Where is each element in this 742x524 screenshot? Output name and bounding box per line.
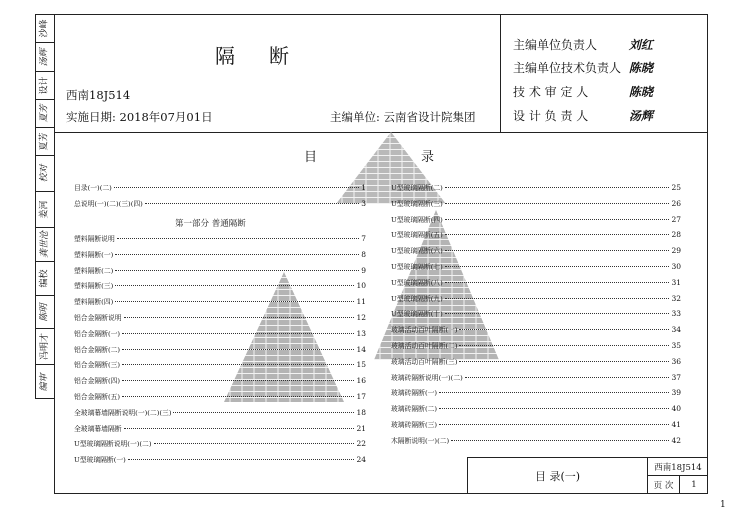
signature-strip-text: 陈明 — [39, 302, 50, 322]
toc-entry-page: 31 — [671, 277, 681, 287]
toc-entry-page: 18 — [356, 407, 366, 417]
toc-leader-dots — [459, 361, 669, 362]
toc-entry[interactable] — [74, 265, 366, 275]
toc-entry-label: 铝合金隔断(三) — [74, 361, 121, 370]
toc-entry-label: U型玻璃隔断(九) — [391, 294, 443, 303]
toc-entry[interactable] — [74, 296, 366, 306]
signature-strip-text: 冯明才 — [40, 332, 51, 361]
signature-strip-cell — [36, 128, 55, 156]
page-title: 隔断 — [215, 44, 323, 68]
toc-leader-dots — [439, 392, 669, 393]
signature-strip-cell — [36, 192, 55, 228]
toc-entry[interactable] — [391, 308, 681, 318]
toc-leader-dots — [445, 313, 670, 314]
section-title: 第一部分 普通隔断 — [175, 219, 246, 229]
toc-entry[interactable] — [74, 233, 366, 243]
standard-code: 西南18J514 — [66, 88, 131, 102]
toc-heading-left: 目 — [304, 150, 318, 165]
toc-entry-page: 10 — [356, 281, 366, 291]
signature-strip-text: 设计 — [39, 76, 50, 95]
toc-entry[interactable] — [391, 372, 681, 382]
toc-entry-page: 22 — [356, 439, 366, 449]
toc-entry-page: 39 — [671, 388, 681, 398]
toc-entry-page: 28 — [671, 230, 681, 240]
toc-leader-dots — [145, 203, 359, 204]
toc-entry-label: U型玻璃隔断(三) — [391, 199, 443, 208]
signature-strip-cell — [36, 43, 55, 72]
toc-entry-label: 铝合金隔断(五) — [74, 393, 121, 401]
toc-entry-page: 34 — [671, 325, 681, 335]
toc-entry[interactable] — [74, 280, 366, 290]
toc-leader-dots — [122, 380, 354, 381]
toc-entry[interactable] — [74, 391, 366, 401]
toc-entry-page: 27 — [671, 214, 681, 224]
toc-entry-label: 总说明(一)(二)(三)(四) — [74, 200, 143, 208]
toc-leader-dots — [445, 250, 670, 251]
toc-entry-page: 36 — [671, 356, 681, 366]
toc-entry-label: 铝合金隔断(二) — [74, 345, 121, 354]
toc-entry-page: 17 — [356, 392, 366, 401]
toc-entry[interactable] — [391, 277, 681, 287]
watermark-pyramid-top — [336, 132, 446, 204]
toc-entry-label: 塑料隔断(一) — [74, 250, 114, 259]
toc-entry[interactable] — [74, 328, 366, 338]
toc-entry-label: 目录(一)(二) — [74, 184, 112, 192]
toc-entry[interactable] — [74, 454, 366, 464]
toc-entry-label: 玻璃活动百叶隔断(一) — [391, 326, 458, 335]
toc-entry-label: U型玻璃隔断(二) — [391, 184, 443, 192]
toc-leader-dots — [114, 187, 359, 188]
toc-entry-page: 21 — [356, 423, 366, 433]
toc-leader-dots — [173, 412, 354, 413]
signature-strip-cell — [36, 262, 55, 296]
toc-entry[interactable] — [74, 359, 366, 369]
toc-entry-page: 14 — [356, 344, 366, 354]
toc-entry-page: 12 — [356, 313, 366, 322]
toc-entry-label: 铝合金隔断(四) — [74, 377, 121, 386]
toc-entry[interactable] — [74, 344, 366, 354]
role-row — [513, 83, 653, 100]
toc-entry[interactable] — [391, 214, 681, 224]
signature-strip-text: 编审 — [39, 373, 50, 392]
signature-strip-text: 编校 — [39, 269, 50, 288]
toc-heading-right: 录 — [421, 150, 435, 165]
toc-entry-page: 35 — [671, 341, 681, 350]
toc-entry-label: U型玻璃隔断(五) — [391, 231, 443, 240]
toc-entry-label: 全玻璃幕墙隔断 — [74, 424, 122, 433]
toc-leader-dots — [459, 345, 669, 346]
toc-entry[interactable] — [391, 182, 681, 192]
toc-entry-page: 41 — [671, 420, 681, 429]
footer-code: 西南18J514 — [654, 462, 702, 473]
toc-leader-dots — [117, 238, 359, 239]
toc-entry-label: 玻璃活动百叶隔断(二) — [391, 342, 458, 350]
toc-entry[interactable] — [391, 403, 681, 413]
toc-entry-label: 玻璃活动百叶隔断(三) — [391, 357, 458, 366]
toc-entry-label: U型玻璃隔断(八) — [391, 278, 443, 287]
toc-entry-page: 37 — [671, 372, 681, 382]
role-signature: 汤辉 — [628, 109, 653, 123]
toc-leader-dots — [459, 329, 669, 330]
toc-entry-page: 24 — [356, 455, 366, 465]
toc-leader-dots — [445, 219, 670, 220]
toc-entry[interactable] — [74, 375, 366, 385]
page-number-cell: 1 — [691, 480, 697, 490]
toc-entry[interactable] — [74, 198, 366, 208]
toc-leader-dots — [122, 333, 354, 334]
toc-entry-page: 16 — [356, 376, 366, 386]
toc-entry-page: 1 — [361, 183, 366, 192]
toc-entry[interactable] — [391, 356, 681, 366]
effective-date: 实施日期: 2018年07月01日 — [66, 110, 213, 124]
toc-leader-dots — [115, 254, 359, 255]
toc-entry[interactable] — [391, 340, 681, 350]
toc-entry-label: 塑料隔断(四) — [74, 298, 114, 307]
signature-strip-text: 龚世沧 — [40, 230, 51, 259]
toc-entry[interactable] — [391, 387, 681, 397]
toc-leader-dots — [115, 285, 354, 286]
toc-entry-page: 33 — [671, 309, 681, 319]
toc-entry[interactable] — [391, 435, 681, 445]
toc-entry-label: U型玻璃隔断(六) — [391, 247, 443, 256]
toc-entry[interactable] — [74, 423, 366, 433]
role-label: 设 计 负 责 人 — [513, 109, 589, 123]
toc-leader-dots — [445, 282, 670, 283]
toc-leader-dots — [115, 301, 354, 302]
toc-entry-page: 30 — [671, 262, 681, 271]
toc-leader-dots — [124, 317, 355, 318]
toc-entry[interactable] — [74, 182, 366, 192]
toc-entry-page: 15 — [356, 360, 366, 370]
toc-entry-label: 玻璃砖隔断(一) — [391, 389, 438, 398]
signature-strip-cell — [36, 365, 55, 400]
toc-entry-page: 7 — [361, 234, 366, 243]
toc-leader-dots — [445, 187, 670, 188]
toc-leader-dots — [445, 203, 670, 204]
toc-entry[interactable] — [391, 324, 681, 334]
toc-entry-label: 木隔断说明(一)(二) — [391, 436, 450, 445]
toc-entry-label: 塑料隔断(二) — [74, 266, 114, 275]
toc-entry-label: 玻璃砖隔断(二) — [391, 405, 438, 414]
toc-leader-dots — [122, 364, 354, 365]
signature-strip-text: 姜河 — [39, 200, 50, 219]
toc-leader-dots — [439, 408, 669, 409]
toc-entry[interactable] — [391, 261, 681, 271]
toc-entry-page: 42 — [671, 435, 681, 445]
role-row — [513, 59, 653, 76]
role-signature: 陈晓 — [628, 85, 653, 99]
toc-leader-dots — [122, 349, 354, 350]
toc-entry-label: 铝合金隔断说明 — [74, 314, 122, 322]
toc-entry-label: 玻璃砖隔断说明(一)(二) — [391, 373, 463, 382]
toc-entry-label: U型玻璃隔断说明(一)(二) — [74, 440, 152, 449]
toc-entry-page: 11 — [356, 297, 366, 307]
signature-strip-cell — [36, 100, 55, 128]
toc-leader-dots — [128, 459, 355, 460]
toc-entry-page: 40 — [671, 404, 681, 414]
toc-entry-page: 3 — [361, 199, 366, 208]
toc-entry-label: 塑料隔断说明 — [74, 235, 115, 243]
signature-strip-text: 校对 — [39, 164, 50, 183]
role-label: 主编单位技术负责人 — [513, 61, 622, 75]
role-signature: 刘红 — [628, 38, 653, 52]
signature-strip-cell — [36, 72, 55, 100]
toc-entry-page: 8 — [361, 249, 366, 259]
toc-entry-label: U型玻璃隔断(四) — [391, 215, 443, 224]
toc-entry-page: 9 — [361, 265, 366, 275]
signature-strip-cell — [36, 329, 55, 365]
toc-entry-label: 全玻璃幕墙隔断说明(一)(二)(三) — [74, 408, 172, 417]
page-label: 页 次 — [653, 481, 674, 491]
signature-strip-cell — [36, 296, 55, 329]
header-divider-vertical — [500, 14, 501, 132]
toc-entry[interactable] — [391, 419, 681, 429]
toc-entry-label: U型玻璃隔断(一) — [74, 456, 126, 465]
toc-entry[interactable] — [74, 312, 366, 322]
toc-entry-page: 26 — [671, 198, 681, 208]
toc-leader-dots — [115, 270, 359, 271]
sheet-title: 目 录(一) — [534, 470, 581, 483]
toc-entry-label: 玻璃砖隔断(三) — [391, 421, 438, 429]
toc-leader-dots — [124, 428, 355, 429]
toc-entry-page: 29 — [671, 246, 681, 256]
toc-entry[interactable] — [391, 245, 681, 255]
toc-entry[interactable] — [74, 249, 366, 259]
signature-strip — [35, 14, 54, 399]
toc-leader-dots — [445, 298, 670, 299]
toc-leader-dots — [445, 234, 670, 235]
toc-entry-label: U型玻璃隔断(七) — [391, 263, 443, 271]
role-row — [513, 107, 653, 124]
toc-entry-label: U型玻璃隔断(十) — [391, 310, 443, 319]
role-label: 技 术 审 定 人 — [513, 85, 589, 99]
signature-strip-text: 夏芳 — [39, 104, 50, 123]
toc-entry-page: 32 — [671, 293, 681, 303]
page-number: 1 — [720, 500, 726, 510]
toc-entry-page: 13 — [356, 328, 366, 338]
toc-leader-dots — [465, 377, 670, 378]
toc-entry-label: 塑料隔断(三) — [74, 282, 114, 291]
signature-strip-text: 夏芳 — [39, 132, 50, 151]
toc-leader-dots — [122, 396, 354, 397]
toc-entry-label: 铝合金隔断(一) — [74, 329, 121, 338]
editor-unit: 主编单位: 云南省设计院集团 — [330, 110, 476, 124]
toc-leader-dots — [439, 424, 669, 425]
toc-entry[interactable] — [74, 407, 366, 417]
toc-entry-page: 25 — [671, 183, 681, 192]
toc-leader-dots — [445, 266, 670, 267]
toc-entry[interactable] — [391, 229, 681, 239]
signature-strip-cell — [36, 15, 55, 43]
toc-leader-dots — [451, 440, 669, 441]
role-label: 主编单位负责人 — [513, 38, 598, 52]
toc-entry[interactable] — [391, 293, 681, 303]
signature-strip-cell — [36, 228, 55, 262]
toc-entry[interactable] — [391, 198, 681, 208]
toc-leader-dots — [154, 443, 355, 444]
role-signature: 陈晓 — [628, 61, 653, 75]
signature-strip-text: 汤辉 — [39, 47, 50, 67]
signature-strip-text: 沙峰 — [39, 19, 50, 38]
role-row — [513, 36, 653, 53]
toc-entry[interactable] — [74, 438, 366, 448]
signature-strip-cell — [36, 156, 55, 192]
